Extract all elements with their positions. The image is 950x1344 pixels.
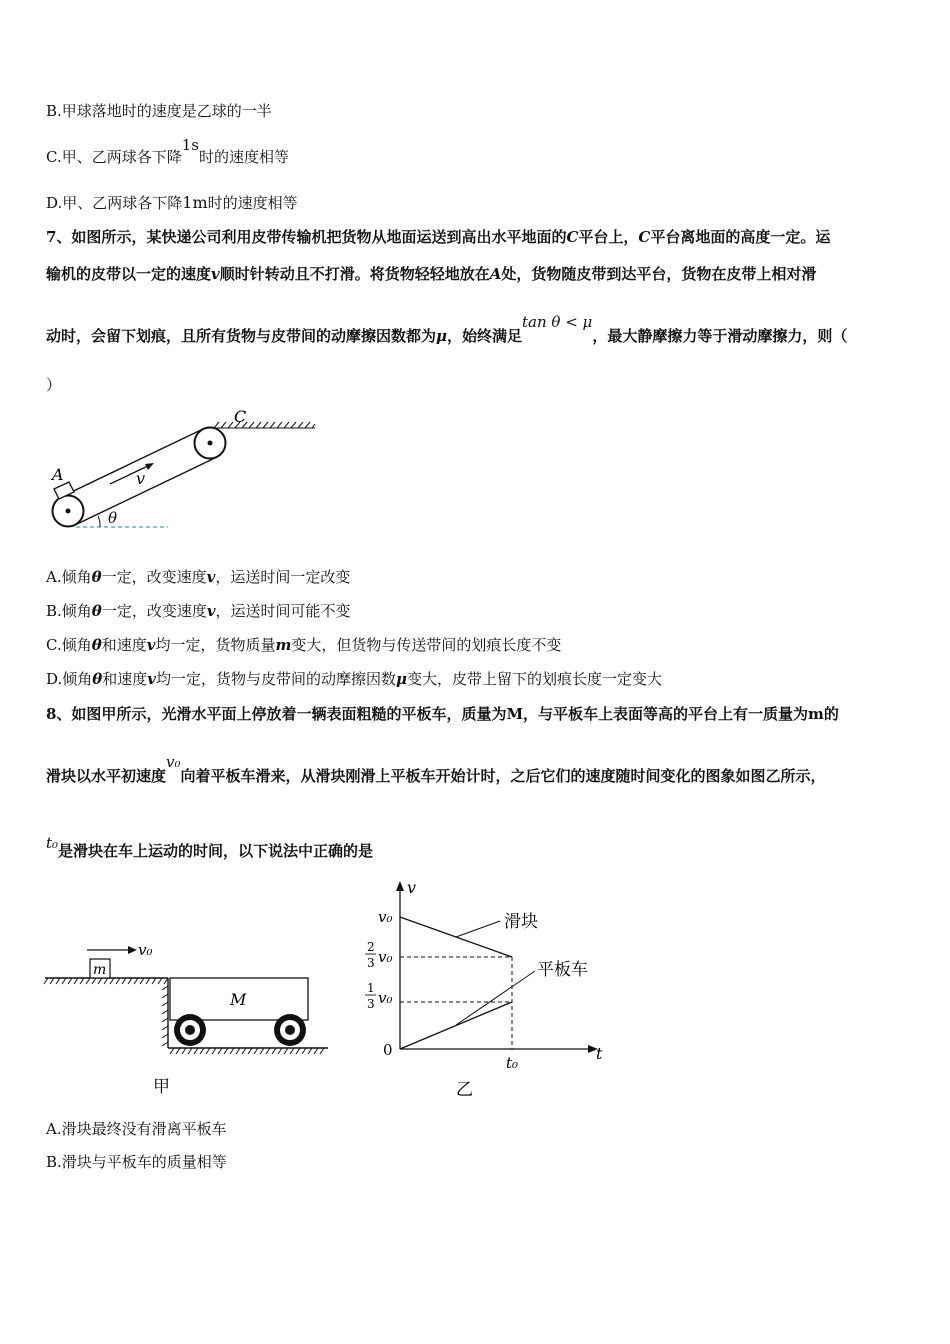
- q7-opt-c-mid2: 均一定，货物质量: [155, 636, 276, 654]
- q7-v-label: v: [211, 265, 220, 283]
- q6-option-d-math: 1m: [182, 193, 208, 212]
- q7-mu-label: μ: [436, 327, 447, 345]
- theta-arc: [98, 516, 100, 527]
- figure-b-caption: 乙: [456, 1080, 473, 1100]
- tick-1-3-num: 1: [367, 981, 375, 995]
- q7-opt-b-mid: 一定，改变速度: [101, 602, 207, 620]
- ground-surface: [168, 1048, 328, 1054]
- v-axis-arrowhead: [396, 881, 404, 891]
- q8-stem-line3: [46, 834, 374, 861]
- q8-t0-math: t₀: [46, 834, 59, 852]
- platform-surface: [44, 978, 168, 1048]
- q7-opt-b-v: v: [206, 602, 216, 620]
- v0-label: v₀: [138, 941, 153, 959]
- q7-opt-d-theta: θ: [92, 670, 103, 688]
- q7-opt-b-post: ，运送时间可能不变: [215, 602, 351, 620]
- q7-opt-c-mid: 和速度: [101, 636, 147, 654]
- q7-l1c: 平台离地面的高度一定。运: [650, 228, 831, 246]
- q7-l3a: 动时，会留下划痕，且所有货物与皮带间的动摩擦因数都为: [46, 327, 437, 345]
- q7-opt-d-post: 变大，皮带上留下的划痕长度一定变大: [407, 670, 663, 688]
- tick-1-3-v0: v₀: [378, 989, 393, 1007]
- tick-t0: t₀: [506, 1054, 519, 1072]
- tick-2-3-den: 3: [367, 956, 375, 970]
- q7-option-d: [46, 669, 662, 689]
- q7-opt-a-post: ，运送时间一定改变: [215, 568, 351, 586]
- upper-pulley-axle: [208, 441, 213, 446]
- fig-label-c: C: [234, 407, 247, 426]
- q7-opt-b-pre: B.倾角: [46, 602, 92, 620]
- q6-option-b: B.甲球落地时的速度是乙球的一半: [46, 102, 272, 120]
- q8-stem-line2: [46, 753, 826, 786]
- belt-top: [61, 429, 203, 497]
- q7-stem-line1: [46, 227, 830, 247]
- lower-pulley-axle: [66, 509, 71, 514]
- q7-opt-b-theta: θ: [91, 602, 102, 620]
- v-axis-label: v: [407, 878, 417, 897]
- ceiling-hatch: [210, 422, 315, 428]
- q7-opt-d-mid2: 均一定，货物与皮带间的动摩擦因数: [156, 670, 397, 688]
- q7-condition-math: tan θ < μ: [522, 313, 593, 331]
- q7-opt-c-theta: θ: [91, 636, 102, 654]
- q8-l2b: 向着平板车滑来，从滑块刚滑上平板车开始计时，之后它们的速度随时间变化的图象如图乙所示，: [180, 767, 826, 785]
- fig-label-a: A: [52, 465, 64, 484]
- q7-opt-d-mid: 和速度: [102, 670, 148, 688]
- q7-c-label: C: [566, 228, 579, 246]
- v0-arrowhead: [128, 946, 137, 954]
- q7-opt-c-m: m: [275, 636, 292, 654]
- q8-l3: 是滑块在车上运动的时间，以下说法中正确的是: [58, 842, 374, 860]
- q7-opt-a-v: v: [206, 568, 216, 586]
- q6-option-d-pre: D.甲、乙两球各下降: [46, 194, 183, 212]
- q7-opt-d-pre: D.倾角: [46, 670, 93, 688]
- fig-label-v: v: [136, 469, 146, 488]
- fig-label-theta: θ: [108, 509, 118, 527]
- q7-l1a: 7、如图所示，某快递公司利用皮带传输机把货物从地面运送到高出水平地面的: [46, 228, 567, 246]
- q7-opt-a-theta: θ: [91, 568, 102, 586]
- q7-c-label-2: C: [638, 228, 651, 246]
- q6-option-c-math: 1s: [181, 136, 199, 154]
- q7-option-a: [46, 567, 350, 587]
- q7-l2b: 顺时针转动且不打滑。将货物轻轻地放在: [219, 265, 490, 283]
- q7-l2a: 输机的皮带以一定的速度: [46, 265, 212, 283]
- q7-l1b: 平台上，: [578, 228, 639, 246]
- tick-2-3-num: 2: [367, 940, 375, 954]
- slider-line-label: 滑块: [504, 912, 538, 932]
- q6-option-d-post: 时的速度相等: [207, 194, 298, 212]
- velocity-arrow: [110, 464, 152, 484]
- q8-option-a: A.滑块最终没有滑离平板车: [46, 1120, 227, 1138]
- q8-v0-math: v₀: [166, 753, 181, 771]
- q6-option-c: [46, 136, 289, 167]
- figure-a-caption: 甲: [153, 1077, 170, 1097]
- cart-line-label: 平板车: [537, 960, 588, 980]
- q7-opt-c-v: v: [146, 636, 156, 654]
- slider-callout: [456, 921, 500, 937]
- q7-option-b: [46, 601, 351, 621]
- cart-velocity-line: [400, 1002, 512, 1049]
- q6-option-c-pre: C.甲、乙两球各下降: [46, 148, 182, 166]
- q8-l2a: 滑块以水平初速度: [46, 767, 167, 785]
- q7-opt-a-pre: A.倾角: [46, 568, 92, 586]
- cart-callout: [456, 971, 535, 1025]
- q7-stem-line4: ）: [46, 376, 62, 394]
- tick-v0: v₀: [378, 908, 393, 926]
- q8-stem-line1: 8、如图甲所示，光滑水平面上停放着一辆表面粗糙的平板车，质量为M，与平板车上表面等高的平台上有一质量为m的: [46, 705, 839, 723]
- slider-label: m: [93, 962, 107, 978]
- q7-stem-line3: [46, 313, 848, 346]
- q7-opt-a-mid: 一定，改变速度: [101, 568, 207, 586]
- tick-1-3-den: 3: [367, 997, 375, 1011]
- q7-l3c: ，最大静摩擦力等于滑动摩擦力，则（: [592, 327, 848, 345]
- tick-2-3-v0: v₀: [378, 948, 393, 966]
- cart-label: M: [230, 990, 247, 1009]
- q7-opt-c-post: 变大，但货物与传送带间的划痕长度不变: [291, 636, 562, 654]
- q6-option-d: [46, 193, 298, 213]
- q7-option-c: [46, 635, 561, 655]
- velocity-arrowhead: [145, 463, 154, 470]
- t-axis-label: t: [596, 1044, 603, 1063]
- origin-label: 0: [383, 1041, 393, 1059]
- q7-conveyor-figure: [40, 400, 330, 540]
- q8-option-b: B.滑块与平板车的质量相等: [46, 1153, 227, 1171]
- q8-figure-cart: [40, 930, 340, 1100]
- q7-opt-d-v: v: [147, 670, 157, 688]
- q7-l2c: 处，货物随皮带到达平台，货物在皮带上相对滑: [501, 265, 817, 283]
- q8-figure-vt-graph: [350, 875, 620, 1105]
- q6-option-c-post: 时的速度相等: [198, 148, 289, 166]
- q7-opt-c-pre: C.倾角: [46, 636, 92, 654]
- q7-a-label: A: [489, 265, 502, 283]
- q7-opt-d-mu: μ: [396, 670, 408, 688]
- q7-stem-line2: [46, 264, 816, 284]
- q7-l3b: ，始终满足: [447, 327, 523, 345]
